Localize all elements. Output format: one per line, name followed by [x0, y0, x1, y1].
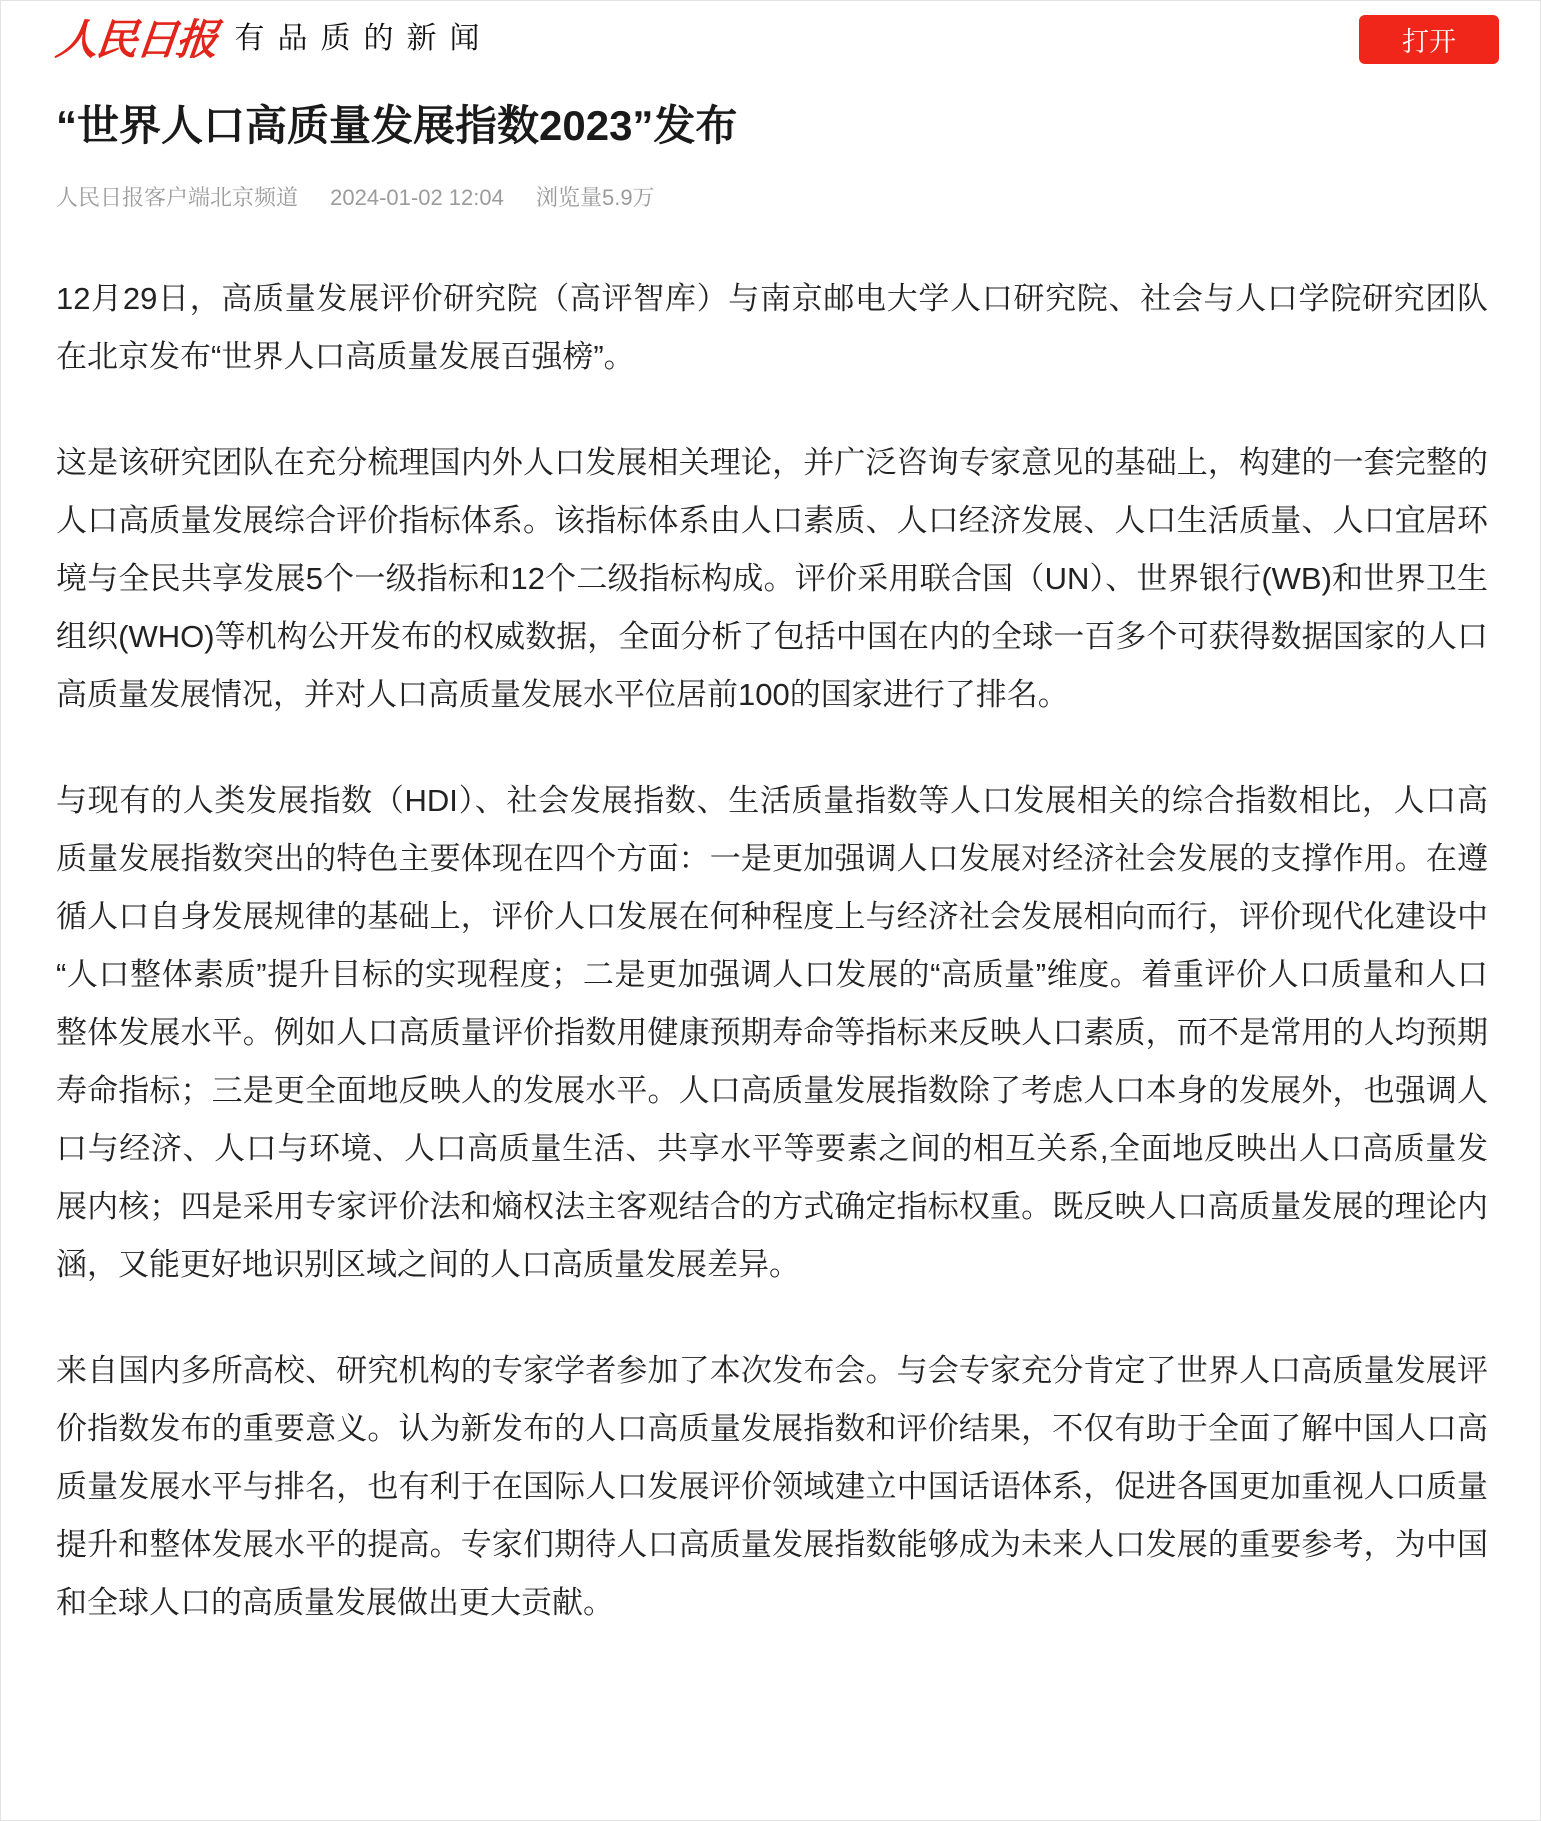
site-header — [1, 1, 1540, 77]
open-app-button[interactable]: 打开 — [1359, 15, 1499, 64]
article-datetime: 2024-01-02 12:04 — [330, 185, 504, 211]
site-tagline: 有品质的新闻 — [234, 21, 493, 56]
article-view-count: 浏览量5.9万 — [535, 185, 655, 211]
article-source: 人民日报客户端北京频道 — [56, 185, 299, 211]
article-body — [56, 270, 1488, 1632]
article-paragraph: 12月29日，高质量发展评价研究院（高评智库）与南京邮电大学人口研究院、社会与人口学院研究团队在北京发布“世界人口高质量发展百强榜”。 — [56, 281, 1488, 375]
article-paragraph: 与现有的人类发展指数（HDI）、社会发展指数、生活质量指数等人口发展相关的综合指数相比，人口高质量发展指数突出的特色主要体现在四个方面：一是更加强调人口发展对经济社会发展的支撑作用。在遵循人口自身发展规律的基础上，评价人口发展在何种程度上与经济社会发展相向而行，评价现代化建设中“人口整体素质”提升目标的实现程度；二是更加强调人口发展的“高质量”维度。着重评价人口质量和人口整体发展水平。例如人口高质量评价指数用健康预期寿命等指标来反映人口素质，而不是常用的人均预期寿命指标；三是更全面地反映人的发展水平。人口高质量发展指数除了考虑人口本身的发展外，也强调人口与经济、人口与环境、人口高质量生活、共享水平等要素之间的相互关系,全面地反映出人口高质量发展内核；四是采用专家评价法和熵权法主客观结合的方式确定指标权重。既反映人口高质量发展的理论内涵，又能更好地识别区域之间的人口高质量发展差异。 — [56, 783, 1488, 1283]
article-title: “世界人口高质量发展指数2023”发布 — [56, 102, 738, 149]
article-meta — [56, 181, 1485, 212]
peoples-daily-logo[interactable]: 人民日报 — [53, 15, 219, 64]
article-paragraph: 这是该研究团队在充分梳理国内外人口发展相关理论，并广泛咨询专家意见的基础上，构建的一套完整的人口高质量发展综合评价指标体系。该指标体系由人口素质、人口经济发展、人口生活质量、人口宜居环境与全民共享发展5个一级指标和12个二级指标构成。评价采用联合国（UN）、世界银行(WB)和世界卫生组织(WHO)等机构公开发布的权威数据，全面分析了包括中国在内的全球一百多个可获得数据国家的人口高质量发展情况，并对人口高质量发展水平位居前100的国家进行了排名。 — [56, 445, 1488, 713]
article-paragraph: 来自国内多所高校、研究机构的专家学者参加了本次发布会。与会专家充分肯定了世界人口高质量发展评价指数发布的重要意义。认为新发布的人口高质量发展指数和评价结果，不仅有助于全面了解中国人口高质量发展水平与排名，也有利于在国际人口发展评价领域建立中国话语体系，促进各国更加重视人口质量提升和整体发展水平的提高。专家们期待人口高质量发展指数能够成为未来人口发展的重要参考，为中国和全球人口的高质量发展做出更大贡献。 — [56, 1353, 1488, 1621]
